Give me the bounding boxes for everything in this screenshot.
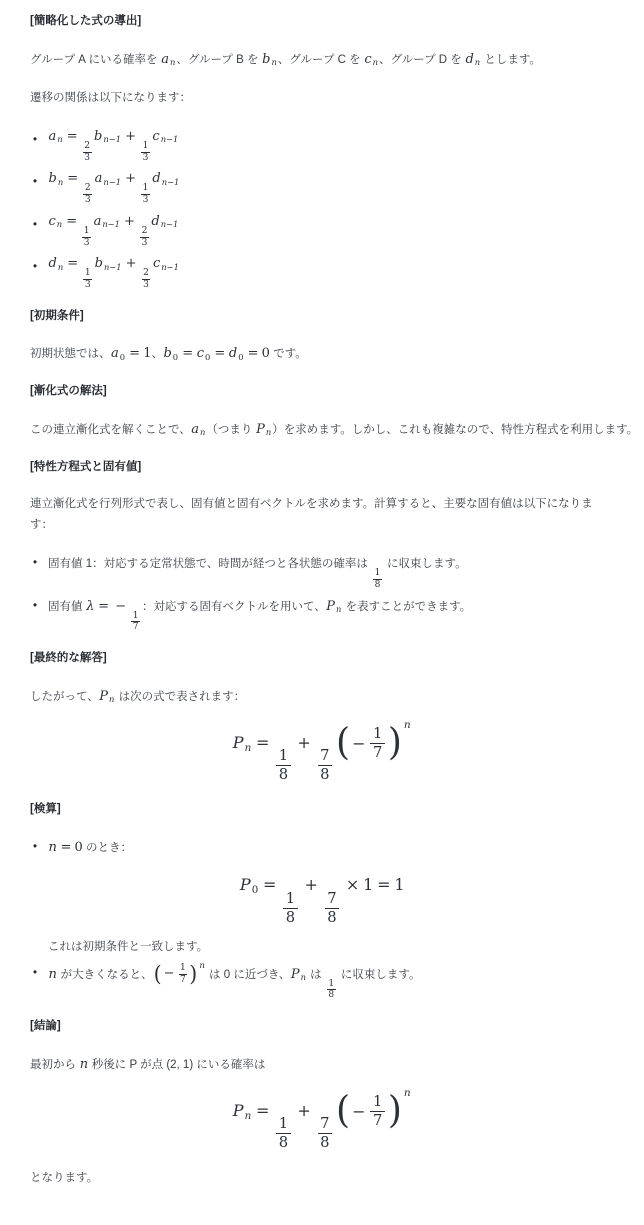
text-run: 、グループ D を <box>378 53 465 66</box>
fraction <box>131 611 140 633</box>
fraction <box>142 268 151 290</box>
text-run: となります。 <box>30 1172 99 1185</box>
numerator: 1 <box>283 890 297 909</box>
bullet-marker: • <box>33 133 38 146</box>
math-op: − <box>352 1101 366 1121</box>
numerator: 7 <box>325 890 339 909</box>
exponent: n <box>403 1087 411 1100</box>
math-var: d <box>465 51 474 67</box>
inline-math <box>256 422 273 437</box>
math-num: 1 <box>394 875 405 895</box>
subscript: n <box>244 1109 252 1122</box>
numerator: 1 <box>132 610 139 621</box>
denominator: 3 <box>83 237 90 248</box>
fraction <box>373 568 382 590</box>
inline-math <box>48 213 179 248</box>
denominator: 3 <box>142 195 149 206</box>
subscript: n <box>57 176 64 187</box>
denominator: 7 <box>372 743 383 761</box>
inline-math <box>325 967 338 1001</box>
math-var: P <box>256 421 265 437</box>
list-item <box>33 210 614 248</box>
math-var: a <box>94 171 103 187</box>
math-op: × <box>345 875 360 895</box>
inline-math <box>290 967 307 982</box>
math-var: c <box>364 51 372 67</box>
denominator: 8 <box>320 1134 330 1152</box>
math-op: = <box>247 346 259 362</box>
text-run: ：対応する固有ベクトルを用いて、 <box>142 600 326 613</box>
math-var: d <box>152 171 161 187</box>
subscript: 0 <box>205 351 211 362</box>
text-run: に収束します。 <box>383 558 467 571</box>
math-var: b <box>94 128 103 144</box>
subscript: n <box>300 972 306 983</box>
right-paren: ) <box>387 1089 402 1132</box>
math-num: 1 <box>363 875 374 895</box>
paragraph <box>30 685 614 709</box>
text-run: です。 <box>269 348 307 361</box>
numerator: 2 <box>141 225 148 236</box>
bullet-marker: • <box>33 557 38 570</box>
math-num: 1 <box>143 346 152 362</box>
text-run: のとき： <box>82 841 132 854</box>
fraction <box>83 141 92 163</box>
text-run: 最初から <box>30 1058 80 1071</box>
note-text: これは初期条件と一致します。 <box>48 940 209 953</box>
denominator: 3 <box>141 237 148 248</box>
exponent: n <box>199 960 205 971</box>
bullet-marker: • <box>33 840 38 853</box>
math-var: c <box>48 213 56 229</box>
numerator: 1 <box>276 1115 290 1134</box>
list-item <box>33 836 614 958</box>
denominator: 7 <box>180 974 186 985</box>
denominator: 8 <box>374 579 381 590</box>
denominator: 7 <box>132 622 139 633</box>
math-var: a <box>48 128 57 144</box>
math-num: 0 <box>74 839 83 855</box>
text-run: 、グループ C を <box>277 53 364 66</box>
numerator: 1 <box>328 978 335 989</box>
denominator: 8 <box>328 990 335 1001</box>
inline-math <box>48 967 57 982</box>
inline-math <box>86 598 142 633</box>
fraction <box>83 183 92 205</box>
subscript: n <box>169 57 176 68</box>
numerator: 1 <box>374 568 381 579</box>
denominator: 8 <box>320 766 330 783</box>
text-run: は 0 に近づき、 <box>205 968 291 981</box>
section-heading: [初期条件] <box>30 309 84 322</box>
subscript: n−1 <box>103 261 122 272</box>
section-heading: [簡略化した式の導出] <box>30 15 142 27</box>
text-run: す： <box>30 518 53 531</box>
list-item <box>33 167 614 206</box>
subscript: n−1 <box>161 261 179 272</box>
display-equation <box>30 870 614 926</box>
inline-math <box>161 52 177 67</box>
subscript: n−1 <box>160 219 179 230</box>
subscript: 0 <box>251 884 259 897</box>
math-var: λ <box>86 598 95 614</box>
text-run: ）を求めます。しかし、これも複雑なので、特性方程式を利用します。 <box>272 423 639 436</box>
math-var: d <box>48 256 57 272</box>
math-op: = <box>182 346 194 362</box>
left-paren: ( <box>336 721 351 764</box>
paragraph <box>30 1053 614 1077</box>
math-op: = <box>263 875 277 895</box>
fraction <box>283 890 297 927</box>
math-var: P <box>326 598 336 614</box>
math-op: = <box>67 171 79 187</box>
fraction <box>141 141 150 163</box>
subscript: n <box>57 261 64 272</box>
right-paren: ) <box>387 721 402 764</box>
fraction <box>370 725 384 762</box>
math-var: a <box>93 213 102 229</box>
numerator: 1 <box>142 183 149 194</box>
math-var: b <box>262 51 271 67</box>
text-run: （つまり <box>206 423 256 436</box>
subscript: n−1 <box>160 134 179 145</box>
denominator: 7 <box>372 1111 383 1129</box>
list-item <box>33 960 614 1001</box>
fraction <box>325 890 339 927</box>
text-run: 、 <box>151 348 163 361</box>
denominator: 3 <box>84 280 91 291</box>
paragraph <box>30 48 614 72</box>
math-var: d <box>151 213 160 229</box>
subscript: n <box>56 219 63 230</box>
bullet-marker: • <box>33 966 38 979</box>
fraction <box>370 1093 384 1130</box>
math-op: − <box>115 598 127 614</box>
numerator: 1 <box>276 747 290 766</box>
bullet-list <box>30 552 614 633</box>
math-var: P <box>239 875 251 895</box>
inline-math <box>163 346 270 361</box>
math-var: n <box>48 839 57 855</box>
numerator: 1 <box>83 225 90 236</box>
text-run: 遷移の関係は以下になります： <box>30 91 191 104</box>
inline-math <box>48 256 180 291</box>
paren-body <box>162 962 190 987</box>
inline-math <box>111 346 152 361</box>
subscript: n <box>271 57 277 68</box>
math-var: P <box>232 1100 244 1120</box>
math-var: c <box>152 256 161 272</box>
paren-group <box>336 1087 411 1132</box>
text-run: 固有値 1：対応する定常状態で、時間が経つと各状態の確率は <box>48 558 372 571</box>
subscript: n <box>57 134 63 145</box>
bullet-marker: • <box>33 218 38 231</box>
subscript: n <box>109 694 115 705</box>
exponent: n <box>403 719 411 732</box>
text-run: が大きくなると、 <box>57 968 153 981</box>
inline-math <box>465 52 481 67</box>
numerator: 1 <box>84 268 91 279</box>
text-run: は <box>306 968 325 981</box>
text-run: この連立漸化式を解くことで、 <box>30 423 191 436</box>
text-run: 初期状態では、 <box>30 348 111 361</box>
paragraph <box>30 494 614 537</box>
equation-math <box>232 719 411 783</box>
denominator: 8 <box>278 766 289 783</box>
text-run: 固有値 <box>48 600 86 613</box>
math-var: b <box>94 256 103 272</box>
subscript: n−1 <box>161 176 180 187</box>
math-op: = <box>255 1100 270 1120</box>
denominator: 8 <box>278 1134 289 1152</box>
subscript: n <box>372 57 378 68</box>
numerator: 7 <box>318 1115 332 1134</box>
inline-math <box>99 689 116 704</box>
paragraph <box>30 1168 614 1189</box>
fraction <box>179 963 188 985</box>
math-op: = <box>129 346 141 362</box>
math-op: = <box>214 346 226 362</box>
section-heading: [検算] <box>30 802 61 815</box>
math-op: = <box>66 213 78 229</box>
text-run: したがって、 <box>30 690 99 703</box>
paren-group <box>154 962 205 987</box>
subscript: n <box>336 604 342 615</box>
section-heading: [最終的な解答] <box>30 652 107 665</box>
inline-math <box>326 599 343 614</box>
paren-body <box>350 1093 388 1130</box>
math-op: = <box>98 598 109 614</box>
subscript: 0 <box>119 351 126 362</box>
bullet-list <box>30 125 614 291</box>
list-item <box>33 595 614 633</box>
text-run: 連立漸化式を行列形式で表し、固有値と固有ベクトルを求めます。計算すると、主要な固有値は以下になりま <box>30 497 593 510</box>
math-op: = <box>67 256 79 272</box>
display-equation <box>30 719 614 784</box>
text-run: に収束します。 <box>337 968 421 981</box>
math-op: = <box>66 128 78 144</box>
subscript: n <box>265 427 272 438</box>
denominator: 3 <box>142 152 149 163</box>
math-var: P <box>290 966 300 982</box>
math-op: + <box>125 128 136 144</box>
inline-math <box>371 556 384 590</box>
subscript: n−1 <box>103 176 121 187</box>
subscript: n <box>200 427 206 438</box>
inline-math <box>262 52 278 67</box>
bullet-marker: • <box>33 261 38 274</box>
math-num: 0 <box>261 346 270 362</box>
fraction <box>83 268 92 290</box>
text-run: は次の式で表されます： <box>115 690 246 703</box>
math-op: + <box>125 171 136 187</box>
fraction <box>318 747 332 784</box>
numerator: 1 <box>180 962 186 973</box>
inline-math <box>364 52 379 67</box>
display-equation <box>30 1087 614 1152</box>
denominator: 8 <box>285 908 296 926</box>
inline-math <box>79 1057 88 1072</box>
paragraph <box>30 342 614 366</box>
paragraph <box>30 418 639 442</box>
list-item <box>33 552 614 590</box>
bullet-marker: • <box>33 599 38 612</box>
fraction <box>318 1115 332 1152</box>
math-op: + <box>124 213 135 229</box>
math-var: n <box>79 1056 89 1072</box>
math-op: − <box>352 733 366 753</box>
fraction <box>276 1115 290 1152</box>
equation-math <box>232 1087 411 1152</box>
subscript: n <box>244 741 252 754</box>
math-var: b <box>48 171 57 187</box>
inline-math <box>48 171 180 206</box>
fraction <box>327 979 336 1001</box>
equation-math <box>239 875 405 926</box>
section-heading: [漸化式の解法] <box>30 385 107 398</box>
numerator: 2 <box>84 183 91 194</box>
fraction <box>141 183 150 205</box>
section-heading: [特性方程式と固有値] <box>30 460 142 473</box>
denominator: 3 <box>84 195 91 206</box>
subscript: 0 <box>238 351 244 362</box>
inline-math <box>191 422 207 437</box>
math-op: = <box>377 875 391 895</box>
paragraph <box>30 88 614 109</box>
text-run: を表すことができます。 <box>342 600 472 613</box>
math-var: a <box>111 346 119 362</box>
math-op: + <box>125 256 137 272</box>
math-var: b <box>163 346 172 362</box>
math-op: − <box>163 965 175 981</box>
left-paren: ( <box>336 1089 351 1132</box>
math-op: = <box>60 839 72 855</box>
inline-math <box>48 840 83 855</box>
fraction <box>140 226 149 248</box>
math-var: c <box>196 346 204 362</box>
subscript: n <box>474 57 481 68</box>
right-paren: ) <box>189 961 198 987</box>
subscript: 0 <box>172 351 179 362</box>
math-var: d <box>228 346 238 362</box>
math-var: c <box>152 128 160 144</box>
fraction <box>82 226 91 248</box>
bullet-marker: • <box>33 176 38 189</box>
text-run: グループ A にいる確率を <box>30 53 161 66</box>
text-run: 、グループ B を <box>176 53 262 66</box>
denominator: 8 <box>327 908 337 926</box>
subscript: n−1 <box>102 219 120 230</box>
paren-body <box>350 725 388 762</box>
math-op: + <box>297 732 311 752</box>
math-var: P <box>99 688 109 704</box>
numerator: 7 <box>318 747 332 766</box>
numerator: 1 <box>142 140 149 151</box>
text-run: とします。 <box>481 53 541 66</box>
bullet-list <box>30 836 614 1002</box>
inline-math <box>48 128 179 163</box>
paren-group <box>336 719 411 764</box>
denominator: 3 <box>143 280 149 291</box>
math-op: = <box>255 732 270 752</box>
denominator: 3 <box>84 152 91 163</box>
math-op: + <box>297 1100 311 1120</box>
fraction <box>276 747 290 784</box>
math-var: P <box>232 732 244 752</box>
inline-math <box>153 960 206 987</box>
text-run: 秒後に P が点 (2, 1) にいる確率は <box>88 1058 266 1071</box>
numerator: 2 <box>84 140 91 151</box>
left-paren: ( <box>153 961 162 987</box>
list-item <box>33 125 614 163</box>
numerator: 1 <box>370 725 384 744</box>
list-item <box>33 252 614 291</box>
subscript: n−1 <box>103 134 121 145</box>
section-heading: [結論] <box>30 1020 61 1033</box>
numerator: 2 <box>143 268 149 279</box>
math-var: a <box>191 421 200 437</box>
math-var: n <box>48 966 57 982</box>
numerator: 1 <box>370 1093 384 1112</box>
math-var: a <box>161 51 169 67</box>
math-op: + <box>304 875 318 895</box>
